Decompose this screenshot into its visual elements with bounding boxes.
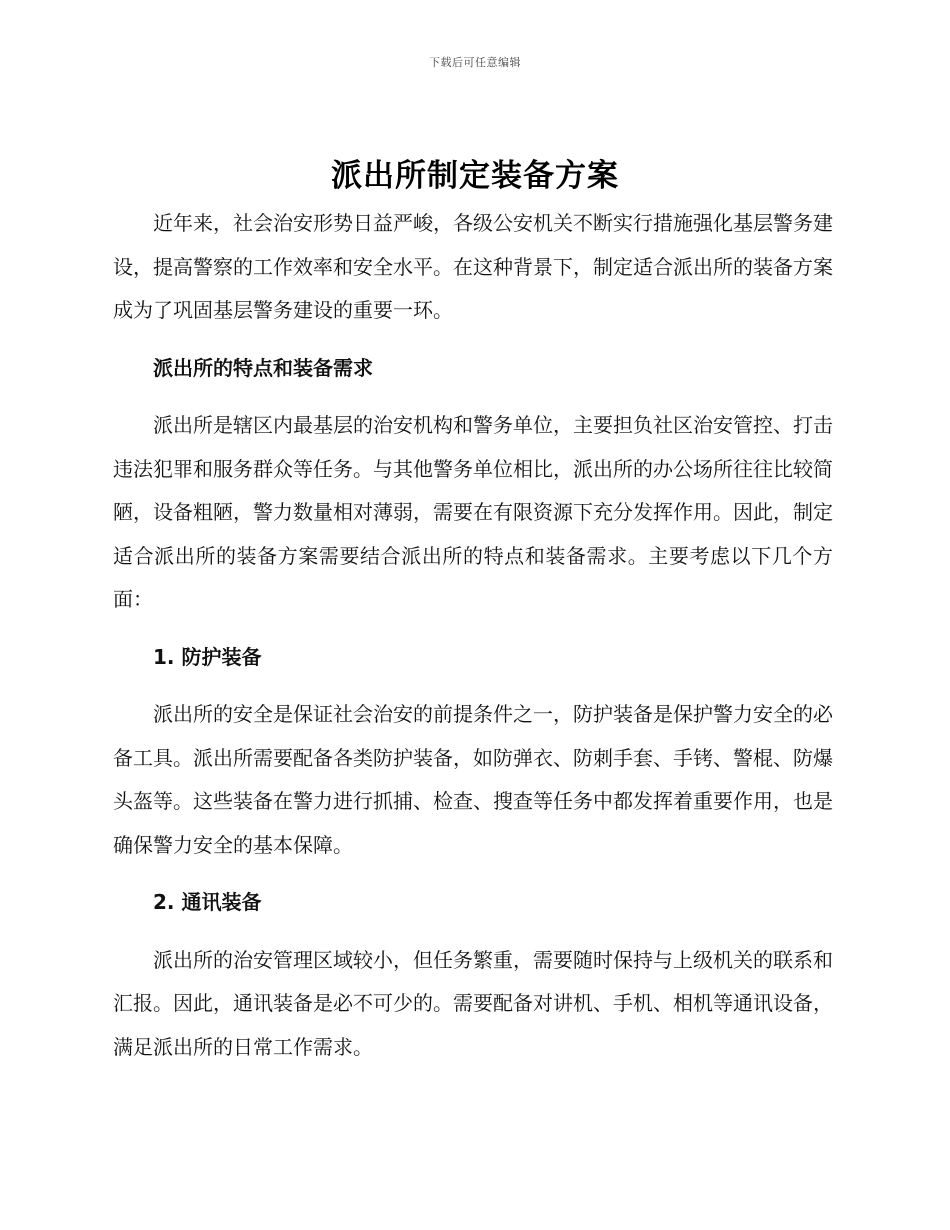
intro-paragraph: 近年来，社会治安形势日益严峻，各级公安机关不断实行措施强化基层警务建设，提高警察的工作效率和安全水平。在这种背景下，制定适合派出所的装备方案成为了巩固基层警务建设的重要一环。 bbox=[113, 211, 833, 322]
document-body bbox=[113, 202, 833, 1083]
section-heading-features: 派出所的特点和装备需求 bbox=[153, 355, 373, 380]
header-note: 下载后可任意编辑 bbox=[429, 56, 521, 69]
section-heading-protective: 1. 防护装备 bbox=[153, 644, 262, 669]
protective-paragraph: 派出所的安全是保证社会治安的前提条件之一，防护装备是保护警力安全的必备工具。派出所需要配备各类防护装备，如防弹衣、防刺手套、手铐、警棍、防爆头盔等。这些装备在警力进行抓捕、检查、搜查等任务中都发挥着重要作用，也是确保警力安全的基本保障。 bbox=[113, 702, 833, 857]
section-heading-communication: 2. 通讯装备 bbox=[153, 890, 262, 914]
features-paragraph: 派出所是辖区内最基层的治安机构和警务单位，主要担负社区治安管控、打击违法犯罪和服务群众等任务。与其他警务单位相比，派出所的办公场所往往比较简陋，设备粗陋，警力数量相对薄弱，需要在有限资源下充分发挥作用。因此，制定适合派出所的装备方案需要结合派出所的特点和装备需求。主要考虑以下几个方面： bbox=[113, 413, 833, 611]
document-title: 派出所制定装备方案 bbox=[331, 158, 619, 194]
communication-paragraph: 派出所的治安管理区域较小，但任务繁重，需要随时保持与上级机关的联系和汇报。因此，通讯装备是必不可少的。需要配备对讲机、手机、相机等通讯设备，满足派出所的日常工作需求。 bbox=[113, 947, 833, 1059]
